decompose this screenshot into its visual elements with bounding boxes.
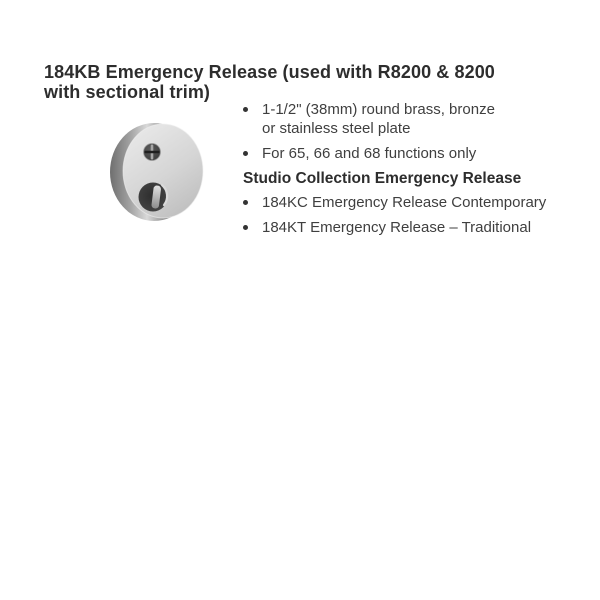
- section-subheading: Studio Collection Emergency Release: [243, 170, 522, 187]
- product-photo: [100, 112, 214, 226]
- bullet-icon: [243, 151, 248, 156]
- page-title-line-2: with sectional trim): [44, 82, 211, 102]
- screw-slot-horizontal: [145, 151, 160, 154]
- list-item: [243, 218, 546, 237]
- detail-line: For 65, 66 and 68 functions only: [262, 145, 477, 162]
- list-item: [243, 100, 546, 138]
- detail-line: or stainless steel plate: [262, 120, 411, 137]
- bullet-icon: [243, 200, 248, 205]
- bullet-icon: [243, 225, 248, 230]
- detail-line: 184KC Emergency Release Contemporary: [262, 194, 547, 211]
- list-item: [243, 144, 546, 163]
- list-item: [243, 193, 546, 212]
- phillips-screw-icon: [144, 144, 161, 161]
- release-turn-slot-icon: [139, 183, 168, 212]
- detail-line: 184KT Emergency Release – Traditional: [262, 219, 532, 236]
- detail-line: 1-1/2" (38mm) round brass, bronze: [262, 101, 495, 118]
- page-title: [44, 62, 495, 102]
- bullet-icon: [243, 107, 248, 112]
- product-details-list: [243, 100, 546, 243]
- page-title-line-1: 184KB Emergency Release (used with R8200 & 8200: [44, 62, 495, 82]
